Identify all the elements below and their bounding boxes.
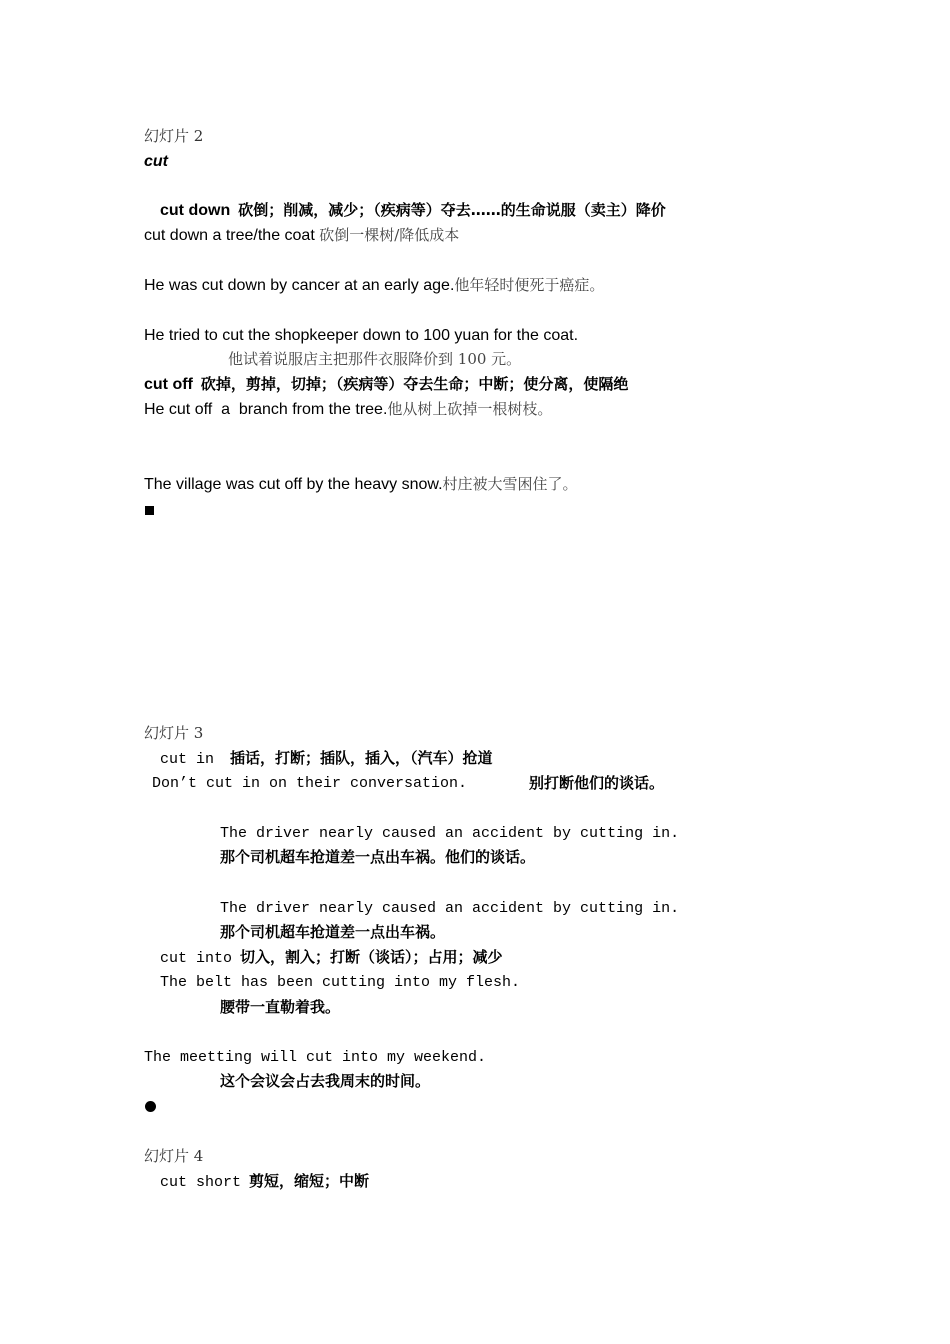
- cut-down-term: cut down: [160, 202, 231, 219]
- slide-2-heading: 幻灯片 2: [144, 127, 204, 145]
- cut-down-definition: 砍倒；削减，减少；（疾病等）夺去……的生命说服（卖主）降价: [238, 201, 666, 219]
- cut-into-definition: 切入，割入；打断（谈话）；占用；减少: [240, 948, 503, 966]
- slide-3-heading: 幻灯片 3: [144, 724, 204, 742]
- cut-off-entry: [144, 377, 628, 393]
- square-bullet-icon: [145, 506, 154, 515]
- example-zh: 砍倒一棵树/降低成本: [319, 226, 460, 244]
- example-zh: 他试着说服店主把那件衣服降价到 100 元。: [228, 350, 522, 368]
- example-line: [144, 402, 552, 418]
- example-en: The driver nearly caused an accident by cutting in.: [220, 900, 680, 917]
- cut-into-entry: [160, 950, 503, 966]
- example-en: The driver nearly caused an accident by cutting in.: [220, 825, 680, 842]
- example-zh: 别打断他们的谈话。: [529, 774, 665, 792]
- example-line: [144, 278, 604, 294]
- example-zh: 这个会议会占去我周末的时间。: [220, 1072, 431, 1090]
- example-en: The meetting will cut into my weekend.: [144, 1049, 487, 1066]
- example-zh: 那个司机超车抢道差一点出车祸。: [220, 923, 446, 941]
- cut-in-definition: 插话，打断；插队，插入，（汽车）抢道: [230, 749, 493, 767]
- cut-down-entry: [160, 203, 666, 219]
- example-line: [144, 228, 459, 244]
- cut-short-definition: 剪短，缩短；中断: [249, 1172, 370, 1190]
- example-en: Don’t cut in on their conversation.: [152, 775, 468, 792]
- example-line: [144, 477, 578, 493]
- round-bullet-icon: [145, 1101, 156, 1112]
- example-zh: 腰带一直勒着我。: [220, 998, 341, 1016]
- cut-short-entry: [160, 1174, 369, 1190]
- cut-off-term: cut off: [144, 376, 193, 393]
- cut-short-term: cut short: [160, 1174, 242, 1191]
- cut-into-term: cut into: [160, 950, 233, 967]
- example-en: The village was cut off by the heavy snow.: [144, 476, 443, 493]
- example-zh: 村庄被大雪困住了。: [442, 475, 578, 493]
- example-en: He tried to cut the shopkeeper down to 100 yuan for the coat.: [144, 327, 579, 344]
- slide-4-heading: 幻灯片 4: [144, 1147, 204, 1165]
- cut-in-entry: [160, 751, 493, 767]
- example-en: The belt has been cutting into my flesh.: [160, 974, 521, 991]
- example-zh: 他年轻时便死于癌症。: [454, 276, 605, 294]
- cut-in-term: cut in: [160, 751, 215, 768]
- example-en: He was cut down by cancer at an early age.: [144, 277, 455, 294]
- example-en: He cut off a branch from the tree.: [144, 401, 388, 418]
- headword-cut: cut: [144, 153, 168, 170]
- example-en: cut down a tree/the coat: [144, 227, 320, 244]
- example-zh: 他从树上砍掉一根树枝。: [387, 400, 553, 418]
- cut-off-definition: 砍掉，剪掉，切掉；（疾病等）夺去生命；中断；使分离，使隔绝: [200, 375, 629, 393]
- example-zh: 那个司机超车抢道差一点出车祸。他们的谈话。: [220, 848, 536, 866]
